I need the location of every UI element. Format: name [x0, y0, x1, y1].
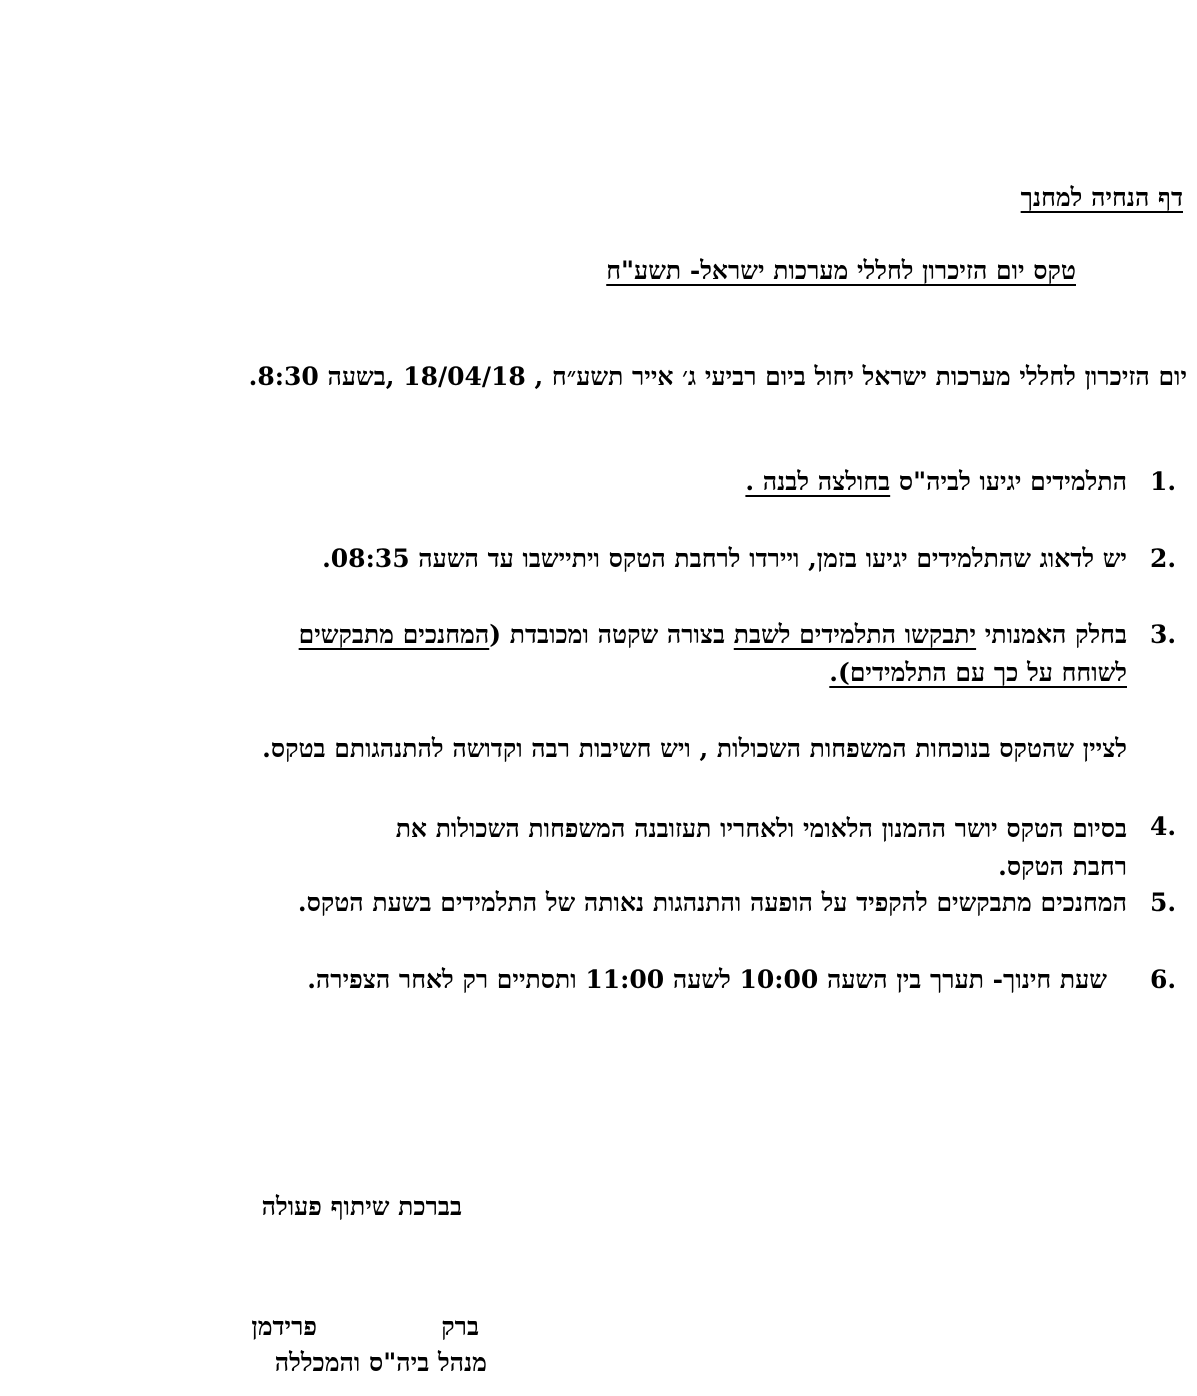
list-number-5: 5. [1150, 888, 1177, 917]
list-item-3 [227, 616, 1127, 692]
signature-name-2: פרידמן [251, 1312, 317, 1341]
list-number-1: 1. [1150, 467, 1177, 496]
list-number-6: 6. [1150, 965, 1177, 994]
list-item-2: יש לדאוג שהתלמידים יגיעו בזמן, ויירדו לרחבת הטקס ויתיישבו עד השעה 08:35. [322, 544, 1127, 573]
signature-title: מנהל ביה"ס והמכללה [274, 1348, 487, 1377]
list-item-5: המחנכים מתבקשים להקפיד על הופעה והתנהגות נאותה של התלמידים בשעת הטקס. [297, 888, 1127, 917]
list-item-1 [745, 467, 1127, 497]
list-item-1-underlined: בחולצה לבנה . [745, 467, 891, 496]
list-item-3-text-c: בצורה שקטה ומכובדת ( [489, 620, 734, 649]
list-number-2: 2. [1150, 544, 1177, 573]
list-number-3: 3. [1150, 620, 1177, 649]
intro-paragraph: יום הזיכרון לחללי מערכות ישראל יחול ביום רביעי ג׳ אייר תשע״ח , 18/04/18 ,בשעה 8:30. [248, 362, 1187, 391]
list-item-6: שעת חינוך- תערך בין השעה 10:00 לשעה 11:00 ותסתיים רק לאחר הצפירה. [307, 965, 1107, 994]
list-item-3-text-b: יתבקשו התלמידים לשבת [733, 620, 977, 649]
closing-line: בברכת שיתוף פעולה [261, 1192, 462, 1221]
note-paragraph: לציין שהטקס בנוכחות המשפחות השכולות , ויש חשיבות רבה וקדושה להתנהגותם בטקס. [262, 734, 1127, 763]
list-item-3-text-a: בחלק האמנותי [976, 620, 1127, 649]
list-item-4-line-2: רחבת הטקס. [998, 852, 1127, 881]
list-item-4-line-1: בסיום הטקס יושר ההמנון הלאומי ולאחריו תעזובנה המשפחות השכולות את [395, 814, 1127, 843]
page-title: דף הנחיה למחנך [1020, 183, 1183, 212]
list-item-4 [227, 810, 1127, 886]
list-item-1-text: התלמידים יגיעו לביה"ס [890, 467, 1127, 496]
list-number-4: 4. [1150, 812, 1177, 841]
list-item-3-text-d: המחנכים מתבקשים לשוחח על כך עם התלמידים). [298, 620, 1127, 687]
signature-name-1: ברק [441, 1312, 479, 1341]
page-subtitle: טקס יום הזיכרון לחללי מערכות ישראל- תשע"ח [606, 256, 1076, 285]
